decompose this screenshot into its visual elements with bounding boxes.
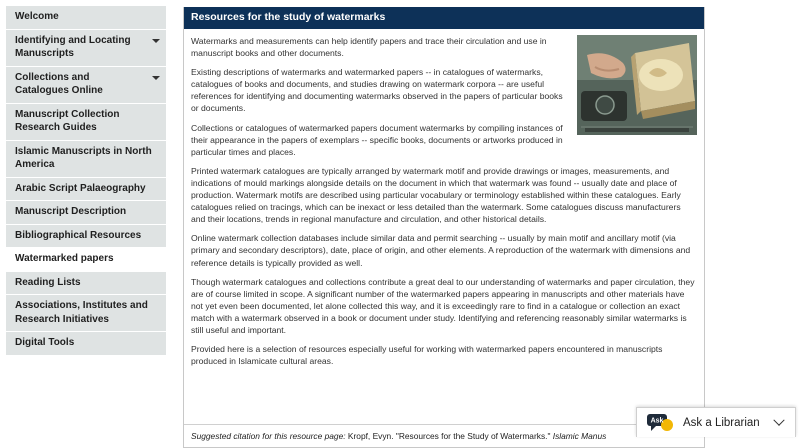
ask-a-librarian-widget[interactable] xyxy=(636,407,796,437)
caret-down-icon[interactable] xyxy=(152,76,160,80)
sidebar-item[interactable] xyxy=(6,141,166,178)
sidebar-item[interactable] xyxy=(6,201,166,225)
watermark-photo xyxy=(577,35,697,135)
sidebar-item[interactable] xyxy=(6,332,166,356)
ask-badge-text: Ask xyxy=(650,417,664,424)
body-paragraph: Collections or catalogues of watermarked papers document watermarks by compiling instances of their appearance in the papers of exemplars -- specific books, documents or artworks produced in particular times and places. xyxy=(191,122,563,157)
body-paragraph: Though watermark catalogues and collections contribute a great deal to our understanding of watermarks and paper circulation, they are of course limited in scope. A significant number of the watermarked papers appearing in manuscripts and other materials have not yet even been documented, let alone collected this way, and it is exceedingly rare to find in a catalogue or collection an exact match with a watermark observed in a book or document under study. Identifying and referencing reasonably similar watermarks is still useful and important. xyxy=(191,276,695,335)
content-body xyxy=(184,29,704,367)
chevron-down-icon[interactable] xyxy=(773,414,784,425)
page-title: Resources for the study of watermarks xyxy=(184,7,704,29)
citation-text: Kropf, Evyn. "Resources for the Study of Watermarks." xyxy=(345,431,553,441)
ask-a-librarian-label: Ask a Librarian xyxy=(683,416,760,429)
sidebar-item-label: Welcome xyxy=(15,11,59,22)
sidebar-item-label: Identifying and Locating Manuscripts xyxy=(15,34,131,59)
chat-bubble-icon xyxy=(647,414,673,432)
sidebar-item-label: Collections and Catalogues Online xyxy=(15,71,103,96)
sidebar-item[interactable] xyxy=(6,248,166,272)
sidebar-item-label: Arabic Script Palaeography xyxy=(15,182,146,194)
sidebar-item[interactable] xyxy=(6,178,166,202)
citation-journal: Islamic Manus xyxy=(552,431,607,441)
sidebar-item-label: Digital Tools xyxy=(15,337,75,348)
sidebar-item-label: Islamic Manuscripts in North America xyxy=(15,145,152,170)
sidebar-item[interactable] xyxy=(6,67,166,104)
sidebar-item-label: Associations, Institutes and Research Initiatives xyxy=(15,300,148,325)
body-paragraph: Existing descriptions of watermarks and watermarked papers -- in catalogues of watermarks, catalogues of books and documents, and studies drawing on watermark corpora -- are useful references for identifying and documenting watermarks observed in the papers of particular books or documents. xyxy=(191,67,563,114)
sidebar-item[interactable] xyxy=(6,272,166,296)
caret-down-icon[interactable] xyxy=(152,39,160,43)
sidebar-item[interactable] xyxy=(6,30,166,67)
body-paragraph: Provided here is a selection of resources especially useful for working with watermarked papers encountered in manuscripts produced in Islamicate cultural areas. xyxy=(191,344,663,367)
sidebar-item-label: Manuscript Description xyxy=(15,206,127,217)
sidebar-item-label: Manuscript Collection Research Guides xyxy=(15,108,120,133)
body-paragraph: Printed watermark catalogues are typically arranged by watermark motif and provide drawings or images, measurements, and indications of mould markings alongside details on the document in which that watermark was found -- usually date and place of production. Watermark motifs are described using particular vocabulary or terminology established within these catalogues. Early catalogues relied on tracings, which can be inexact or less detailed than the watermark. Some catalogues discuss manufacturers and their locations, trends in regional manufacture and circulation, and other historical details. xyxy=(191,165,681,225)
sidebar-item[interactable] xyxy=(6,104,166,141)
sidebar-item[interactable] xyxy=(6,225,166,249)
sidebar-item[interactable] xyxy=(6,295,166,332)
watermark-photo-illustration xyxy=(577,35,697,135)
sidebar-item-label: Watermarked papers xyxy=(15,253,114,264)
body-paragraph: Watermarks and measurements can help identify papers and trace their circulation and use in manuscript books and other documents. xyxy=(191,36,547,59)
citation-lead: Suggested citation for this resource page: xyxy=(191,431,346,441)
body-paragraph: Online watermark collection databases include similar data and permit searching -- usually by main motif and ancillary motif (via primary and secondary descriptors), date, place of origin, and other elements. A reproduction of the watermark with dimensions and reference details is typically provided as well. xyxy=(191,233,691,268)
sidebar-item-label: Bibliographical Resources xyxy=(15,229,142,241)
sidebar-item-label: Reading Lists xyxy=(15,276,81,288)
main-content-box xyxy=(183,7,705,448)
sidebar-nav xyxy=(6,6,166,356)
sidebar-item[interactable] xyxy=(6,6,166,30)
